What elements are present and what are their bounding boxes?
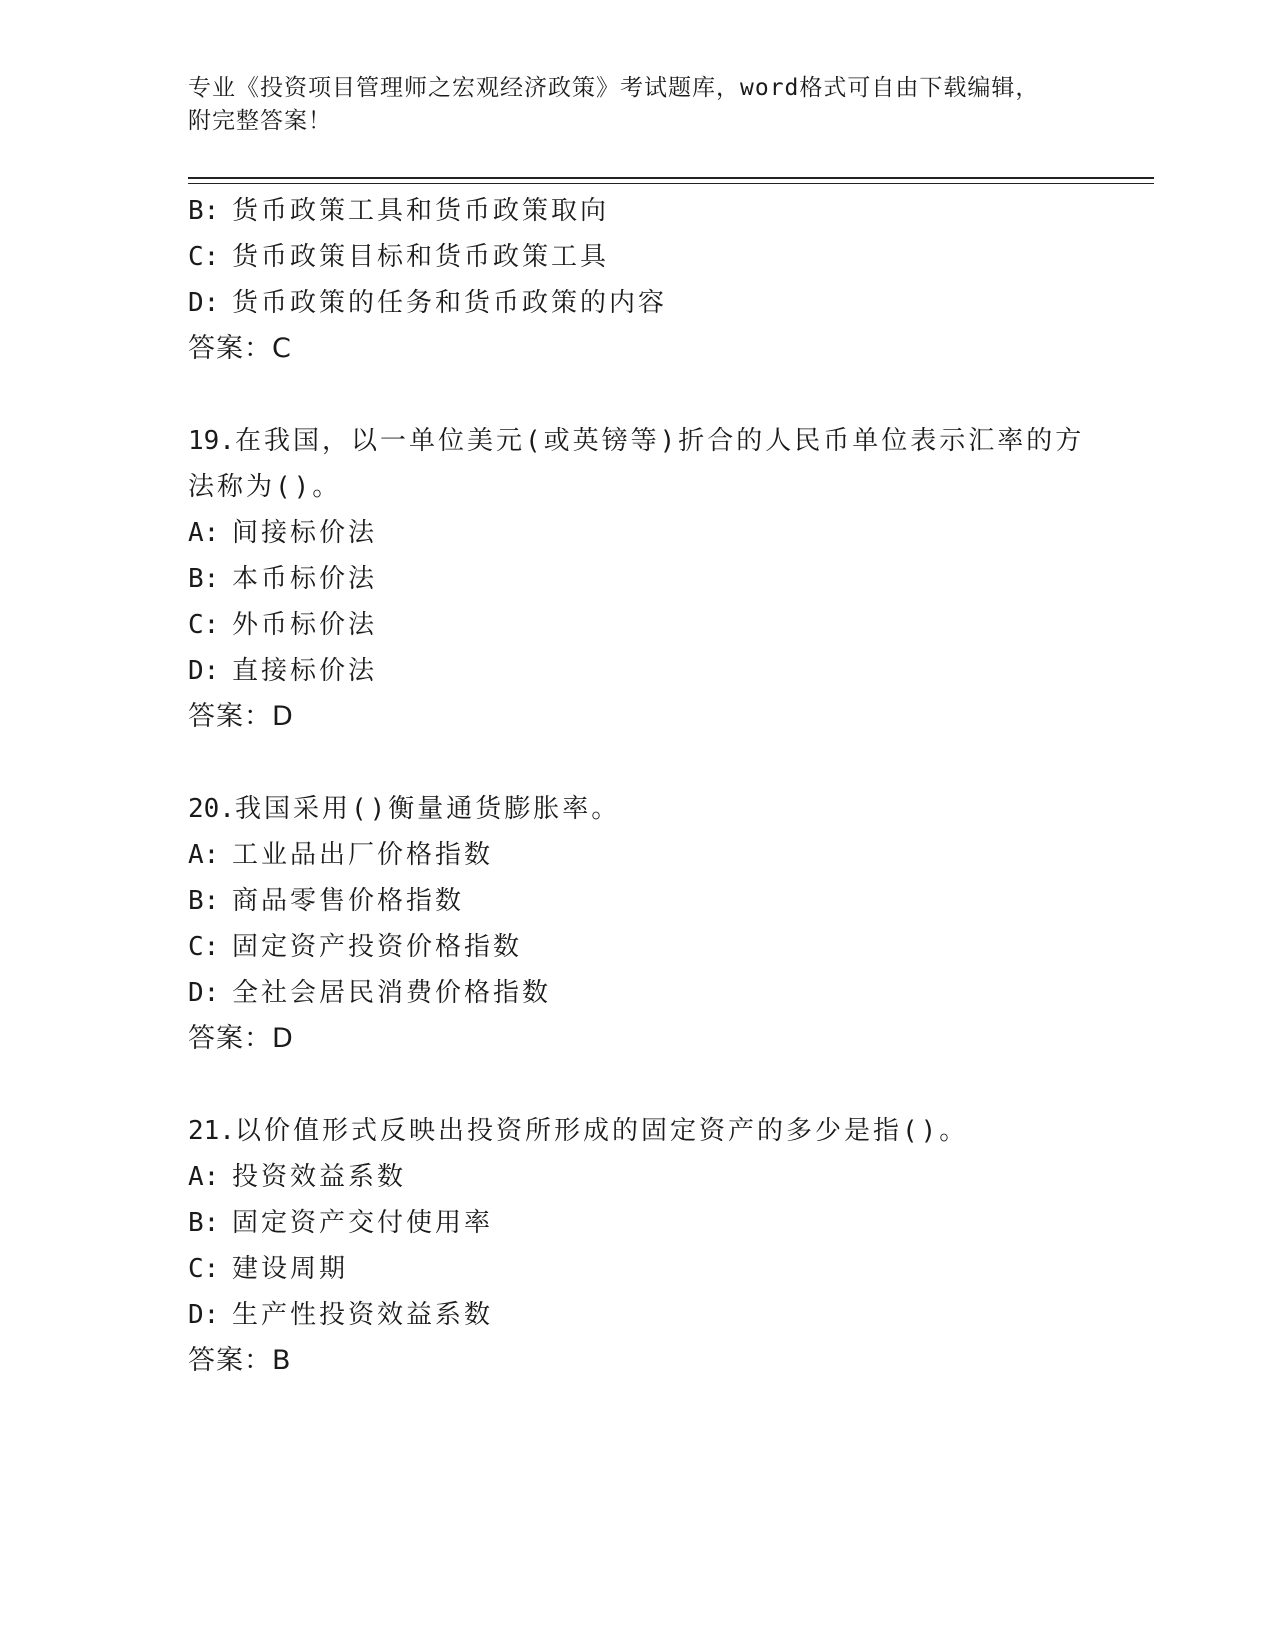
spacer bbox=[188, 740, 1088, 786]
header-line-1: 专业《投资项目管理师之宏观经济政策》考试题库，word格式可自由下载编辑， bbox=[188, 75, 1040, 101]
option-text: 本币标价法 bbox=[232, 564, 378, 594]
question-number: 21. bbox=[188, 1116, 235, 1146]
option-text: 货币政策的任务和货币政策的内容 bbox=[232, 288, 668, 318]
question-stem bbox=[188, 418, 1085, 510]
question-21 bbox=[188, 1108, 1088, 1384]
header-divider-thick bbox=[188, 177, 1154, 179]
option-text: 固定资产交付使用率 bbox=[232, 1208, 494, 1238]
option-key: A: bbox=[188, 1162, 220, 1192]
question-19 bbox=[188, 418, 1088, 740]
question-number: 20. bbox=[188, 794, 235, 824]
question-list bbox=[188, 188, 1088, 1384]
question-text-line-1: 在我国，以一单位美元(或英镑等)折合的人民币单位表示汇率的方 bbox=[234, 426, 1085, 456]
option-key: D: bbox=[188, 1300, 220, 1330]
document-header bbox=[188, 72, 1088, 138]
question-text-line-1: 我国采用()衡量通货膨胀率。 bbox=[234, 794, 621, 824]
option-key: A: bbox=[188, 840, 220, 870]
answer-line: 答案：D bbox=[188, 701, 294, 732]
header-divider-thin bbox=[188, 183, 1154, 184]
question-stem bbox=[188, 786, 1078, 832]
option-key: D: bbox=[188, 978, 220, 1008]
option-text: 投资效益系数 bbox=[232, 1162, 407, 1192]
option-key: B: bbox=[188, 1208, 220, 1238]
option-text: 商品零售价格指数 bbox=[232, 886, 465, 916]
option-key: B: bbox=[188, 886, 220, 916]
option-b bbox=[188, 878, 1088, 924]
option-text: 生产性投资效益系数 bbox=[232, 1300, 494, 1330]
option-b bbox=[188, 188, 1088, 234]
option-d bbox=[188, 280, 1088, 326]
option-key: C: bbox=[188, 932, 220, 962]
option-b bbox=[188, 1200, 1088, 1246]
answer-line: 答案：C bbox=[188, 333, 292, 364]
answer-line: 答案：D bbox=[188, 1023, 294, 1054]
header-line-2: 附完整答案！ bbox=[188, 108, 332, 134]
option-d bbox=[188, 970, 1088, 1016]
spacer bbox=[188, 372, 1088, 418]
option-d bbox=[188, 648, 1088, 694]
question-18-continued bbox=[188, 188, 1088, 372]
option-c bbox=[188, 1246, 1088, 1292]
option-a bbox=[188, 510, 1088, 556]
option-key: C: bbox=[188, 242, 220, 272]
option-text: 建设周期 bbox=[232, 1254, 349, 1284]
option-key: D: bbox=[188, 656, 220, 686]
spacer bbox=[188, 1062, 1088, 1108]
option-text: 工业品出厂价格指数 bbox=[232, 840, 494, 870]
option-a bbox=[188, 1154, 1088, 1200]
question-number: 19. bbox=[188, 426, 235, 456]
option-c bbox=[188, 234, 1088, 280]
question-text-line-1: 以价值形式反映出投资所形成的固定资产的多少是指()。 bbox=[234, 1116, 969, 1146]
option-key: C: bbox=[188, 610, 220, 640]
option-key: A: bbox=[188, 518, 220, 548]
option-c bbox=[188, 602, 1088, 648]
option-text: 固定资产投资价格指数 bbox=[232, 932, 523, 962]
option-text: 全社会居民消费价格指数 bbox=[232, 978, 552, 1008]
option-key: C: bbox=[188, 1254, 220, 1284]
option-b bbox=[188, 556, 1088, 602]
option-text: 直接标价法 bbox=[232, 656, 378, 686]
option-c bbox=[188, 924, 1088, 970]
option-key: D: bbox=[188, 288, 220, 318]
option-key: B: bbox=[188, 564, 220, 594]
question-20 bbox=[188, 786, 1088, 1062]
question-text-line-2: 法称为()。 bbox=[188, 472, 342, 502]
option-text: 货币政策目标和货币政策工具 bbox=[232, 242, 610, 272]
option-a bbox=[188, 832, 1088, 878]
option-d bbox=[188, 1292, 1088, 1338]
option-key: B: bbox=[188, 196, 220, 226]
answer-line: 答案：B bbox=[188, 1345, 292, 1376]
option-text: 货币政策工具和货币政策取向 bbox=[232, 196, 610, 226]
option-text: 外币标价法 bbox=[232, 610, 378, 640]
question-stem bbox=[188, 1108, 1078, 1154]
option-text: 间接标价法 bbox=[232, 518, 378, 548]
